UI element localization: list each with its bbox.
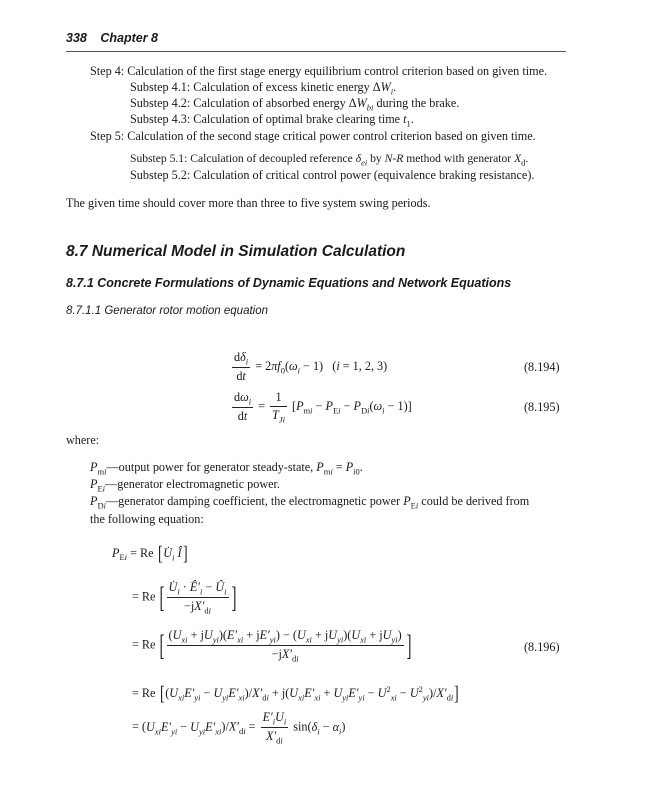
running-header	[66, 31, 158, 45]
definition-pdi: $P_{Di}—generator$ damping coefficient, the electromagnetic power $P_{Ei}$ could be derived from	[90, 494, 530, 511]
subsubsection-heading: 8.7.1.1 Generator rotor motion equation	[66, 305, 269, 317]
definition-pei: $P_{Ei}—generator$ electromagnetic power.	[90, 477, 280, 494]
header-rule	[66, 51, 566, 52]
substep-5-1: Substep 5.1: Calculation of decoupled reference $\delta_{ei}$ by N-R method with generator $X_d$.	[130, 152, 529, 168]
substep-4-3: Substep 4.3: Calculation of optimal brake clearing time $t_1$.	[130, 112, 414, 129]
equation-number-8-194: (8.194)	[524, 360, 560, 374]
eq196-line-2: = Re [ $\frac{U̇_i \cdot Ê'_i - Û_i}{-jX'_{di}}$ ]	[132, 580, 237, 616]
definition-pmi: $P_{mi}—output$ power for generator steady-state, $P_{mi} = P_{i0}$.	[90, 460, 363, 477]
definition-continuation: the following equation:	[90, 512, 204, 526]
substep-4-1: Substep 4.1: Calculation of excess kinetic energy $\Delta W_i$.	[130, 80, 397, 97]
section-heading: 8.7 Numerical Model in Simulation Calculation	[66, 243, 406, 260]
where-label: where:	[66, 433, 100, 447]
chapter-label: Chapter 8	[100, 31, 158, 45]
substep-5-2: Substep 5.2: Calculation of critical control power (equivalence braking resistance).	[130, 168, 535, 182]
subsection-heading: 8.7.1 Concrete Formulations of Dynamic Equations and Network Equations	[66, 276, 512, 290]
eq196-line-3: = Re [ $\frac{(U_{xi} + jU_{yi})(E'_{xi} + jE'_{yi}) - (U_{xi} + jU_{yi})(U_{xi} + jU_{yi})}{-jX'_{di}}$ ]	[132, 628, 412, 664]
step-5: Step 5: Calculation of the second stage critical power control criterion based on given time.	[90, 129, 536, 143]
equation-8-195: $\frac{d\omega_i}{dt}$ = $\frac{1}{T_{Ji}}$ $[P_{mi} - P_{Ei} - P_{Di}(\omega_i - 1)]$	[234, 390, 412, 425]
eq196-line-1: $P_{Ei} = Re$ [$U̇_i$ Î]	[112, 543, 188, 565]
equation-number-8-196: (8.196)	[524, 640, 560, 654]
page-number: 338	[66, 31, 87, 45]
equation-number-8-195: (8.195)	[524, 400, 560, 414]
eq196-line-5: = $(U_{xi}E'_{yi} - U_{yi}E'_{xi})/X'_{di}$ = $\frac{E'_iU_i}{X'_{di}}$ $\sin(\delta_i - \alpha_i)$	[132, 710, 346, 746]
step-4: Step 4: Calculation of the first stage energy equilibrium control criterion based on given time.	[90, 64, 548, 78]
eq196-line-4: = Re $[(U_{xi}E'_{yi} - U_{yi}E'_{xi})/X'_{di} + j(U_{xi}E'_{xi} + U_{yi}E'_{yi} - U^2_{xi} - U^2_{yi})/X'_{di}]$	[132, 683, 459, 706]
equation-8-194: $\frac{d\delta_i}{dt}$ = $2\pi f_0(\omega_i - 1) (i = 1$, 2, 3)	[234, 350, 388, 384]
swing-period-paragraph: The given time should cover more than three to five system swing periods.	[66, 196, 431, 210]
substep-4-2: Substep 4.2: Calculation of absorbed energy $\Delta W_{bi}$ during the brake.	[130, 96, 460, 113]
